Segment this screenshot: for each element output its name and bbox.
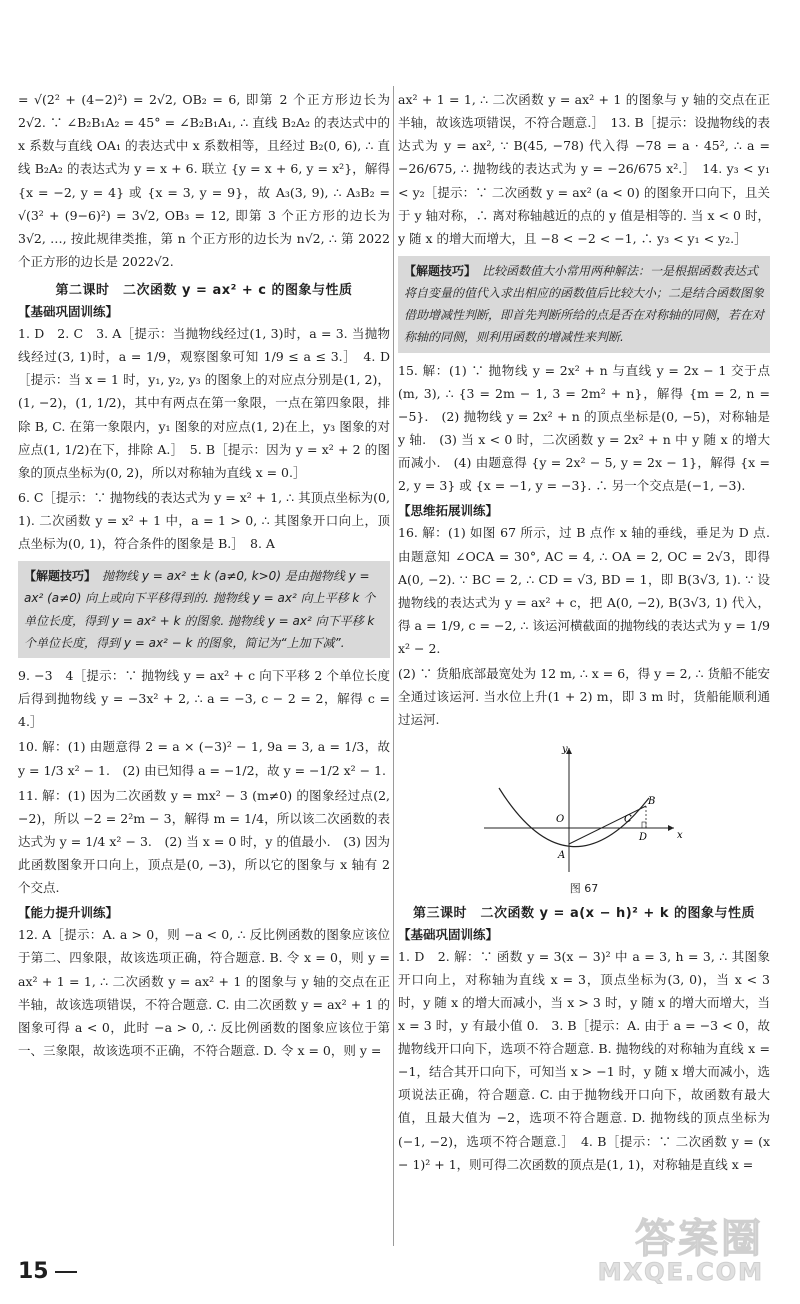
solution-paragraph: 1. D 2. C 3. A［提示：当抛物线经过(1, 3)时，a = 3. 当抛物线经过(3, 1)时，a = 1/9，观察图象可知 1/9 ≤ a ≤ 3.］ 4. D［提示：当 x = 1 时，y₁, y₂, y₃ 的图象上的对应点分别是(1, 2)，(1, −2)，(1, 1/2)，其中有两点在第一象限，一点在第四象限，排除 B, C. 在第一象限内，y₁ 图象的对应点(1, 2)在上，y₃ 图象的对应点(1, 1/2)在下，排除 A.］ 5. B［提示：因为 y = x² + 2 的图象的顶点坐标为(0, 2)，所以对称轴为直线 x = 0.］ xyxy=(18,326,390,480)
page-number-text: 15 xyxy=(18,1259,49,1284)
tip-box xyxy=(398,256,770,353)
page-number-dash xyxy=(55,1271,77,1273)
section-title: 【思维拓展训练】 xyxy=(398,503,499,519)
figure-caption: 图 67 xyxy=(569,881,599,895)
watermark-domain: MXQE.COM xyxy=(597,1258,764,1286)
solution-paragraph: 15. 解：(1) ∵ 抛物线 y = 2x² + n 与直线 y = 2x − 1 交于点(m, 3), ∴ {3 = 2m − 1, 3 = 2m² + n}，解得 {m = 2, n = −5}. (2) 抛物线 y = 2x² + n 的顶点坐标是(0, −5)，对称轴是 y 轴. (3) 当 x < 0 时，二次函数 y = 2x² + n 中 y 随 x 的增大而减小. (4) 由题意得 {y = 2x² − 5, y = 2x − 1}，解得 {x = 2, y = 3} 或 {x = −1, y = −3}. ∴ 另一个交点是(−1, −3). xyxy=(398,362,770,494)
page-number xyxy=(18,1259,77,1284)
label-a: A xyxy=(558,849,566,861)
label-b: B xyxy=(648,795,656,807)
watermark xyxy=(598,1207,764,1286)
solution-paragraph: 12. A［提示：A. a > 0，则 −a < 0, ∴ 反比例函数的图象应该位于第二、四象限，故该选项正确，符合题意. B. 令 x = 0，则 y = ax² + 1 = 1, ∴ 二次函数 y = ax² + 1 的图象与 y 轴的交点在正半轴，故该选项错误，不符合题意. C. 由二次函数 y = ax² + 1 的图象可得 a < 0，此时 −a > 0, ∴ 反比例函数的图象应该位于第一、三象限，故该选项不正确，不符合题意. D. 令 x = 0，则 y = xyxy=(18,927,390,1058)
lesson-heading: 第二课时 二次函数 y = ax² + c 的图象与性质 xyxy=(55,283,353,298)
lesson-heading: 第三课时 二次函数 y = a(x − h)² + k 的图象与性质 xyxy=(413,905,755,921)
column-divider xyxy=(393,86,394,1246)
section-title: 【基础巩固训练】 xyxy=(18,304,119,319)
solution-paragraph: ax² + 1 = 1, ∴ 二次函数 y = ax² + 1 的图象与 y 轴的交点在正半轴，故该选项错误，不符合题意.］ 13. B［提示：设抛物线的表达式为 y = ax², ∵ B(45, −78) 代入得 −78 = a · 45², ∴ a = −26/675, ∴ 抛物线的表达式为 y = −26/675 x².］ 14. y₃ < y₁ < y₂［提示：∵ 二次函数 y = ax² (a < 0) 的图象开口向下，且关于 y 轴对称，∴ 离对称轴越近的点的 y 值是相等的. 当 x < 0 时，y 随 x 的增大而增大，且 −8 < −2 < −1, ∴ y₃ < y₁ < y₂.］ xyxy=(398,92,770,246)
label-o: O xyxy=(556,813,565,825)
section-title: 【基础巩固训练】 xyxy=(398,926,499,942)
tip-label: 【解题技巧】 xyxy=(24,569,97,584)
solution-paragraph: 11. 解：(1) 因为二次函数 y = mx² − 3 (m≠0) 的图象经过点(2, −2)，所以 −2 = 2²m − 3，解得 m = 1/4，所以该二次函数的表达式为 y = 1/4 x² − 3. (2) 当 x = 0 时，y 的值最小. (3) 因为此函数图象开口向上，顶点是(0, −3)，所以它的图象与 x 轴有 2 个交点. xyxy=(18,787,390,896)
figure-67 xyxy=(398,740,770,896)
left-column xyxy=(18,88,390,1244)
label-d: D xyxy=(639,831,648,843)
x-axis-arrow xyxy=(668,825,674,831)
label-c: C xyxy=(624,813,632,825)
tip-label: 【解题技巧】 xyxy=(404,263,477,278)
right-angle-mark xyxy=(642,822,646,828)
solution-paragraph: 10. 解：(1) 由题意得 2 = a × (−3)² − 1, 9a = 3, a = 1/3，故 y = 1/3 x² − 1. (2) 由已知得 a = −1/2，故 y = −1/2 x² − 1. xyxy=(18,739,390,778)
solution-paragraph: 16. 解：(1) 如图 67 所示，过 B 点作 x 轴的垂线，垂足为 D 点. 由题意知 ∠OCA = 30°, AC = 4, ∴ OA = 2, OC = 2√3，即得 A(0, −2). ∵ BC = 2, ∴ CD = √3, BD = 1，即 B(3√3, 1). ∵ 设抛物线的表达式为 y = ax² + c，把 A(0, −2), B(3√3, 1) 代入，得 a = 1/9, c = −2, ∴ 该运河横截面的抛物线的表达式为 y = 1/9 x² − 2. xyxy=(398,525,770,656)
solution-paragraph: 9. −3 4［提示：∵ 抛物线 y = ax² + c 向下平移 2 个单位长度后得到抛物线 y = −3x² + 2, ∴ a = −3, c − 2 = 2，解得 c = 4.］ xyxy=(18,668,390,730)
watermark-logo-text: 答案圈 xyxy=(635,1216,764,1262)
section-title: 【能力提升训练】 xyxy=(18,905,119,921)
segment-ab xyxy=(569,806,646,844)
tip-text: 抛物线 y = ax² ± k (a≠0, k>0) 是由抛物线 y = ax² (a≠0) 向上或向下平移得到的. 抛物线 y = ax² 向上平移 k 个单位长度，得到 y = ax² + k 的图象. 抛物线 y = ax² 向下平移 k 个单位长度，得到 y = ax² − k 的图象，简记为“上加下减”. xyxy=(24,569,376,650)
solution-paragraph: 6. C［提示：∵ 抛物线的表达式为 y = x² + 1, ∴ 其顶点坐标为(0, 1). 二次函数 y = x² + 1 中，a = 1 > 0, ∴ 其图象开口向上，顶点坐标为(0, 1)，符合条件的图象是 B.］ 8. A xyxy=(18,489,390,552)
solution-paragraph: (2) ∵ 货船底部最宽处为 12 m, ∴ x = 6，得 y = 2, ∴ 货船不能安全通过该运河. 当水位上升(1 + 2) m，即 3 m 时，货船能顺利通过运河. xyxy=(398,666,770,728)
label-y: y xyxy=(562,743,568,755)
label-x: x xyxy=(677,829,683,841)
tip-box xyxy=(18,561,390,658)
solution-paragraph: = √(2² + (4−2)²) = 2√2, OB₂ = 6, 即第 2 个正方形边长为 2√2. ∵ ∠B₂B₁A₂ = 45° = ∠B₂B₁A₁, ∴ 直线 B₂A₂ 的表达式中的 x 系数与直线 OA₁ 的表达式中 x 系数相等，且经过 B₂(0, 6), ∴ 直线 B₂A₂ 的表达式为 y = x + 6. 联立 {y = x + 6, y = x²}，解得 {x = −2, y = 4} 或 {x = 3, y = 9}，故 A₃(3, 9), ∴ A₃B₂ = √(3² + (9−6)²) = 3√2, OB₃ = 12, 即第 3 个正方形的边长为 3√2, …, 按此规律类推，第 n 个正方形的边长为 n√2, ∴ 第 2022 个正方形的边长是 2022√2. xyxy=(18,92,390,269)
parabola-diagram xyxy=(474,740,694,880)
solution-paragraph: 1. D 2. 解：∵ 函数 y = 3(x − 3)² 中 a = 3, h = 3, ∴ 其图象开口向上，对称轴为直线 x = 3，顶点坐标为(3, 0)，当 x < 3 时，y 随 x 的增大而减小，当 x > 3 时，y 随 x 的增大而增大，当 x = 3 时，y 有最小值 0. 3. B［提示：A. 由于 a = −3 < 0，故抛物线开口向下，选项不符合题意. B. 抛物线的对称轴为直线 x = −1，结合其开口向下，可知当 x > −1 时，y 随 x 增大而减小，选项说法正确，符合题意. C. 由于抛物线开口向下，故函数有最大值，且最大值为 −2，选项不符合题意. D. 抛物线的顶点坐标为(−1, −2)，选项不符合题意.］ 4. B［提示：∵ 二次函数 y = (x − 1)² + 1，则可得二次函数的顶点是(1, 1)，对称轴是直线 x = xyxy=(398,948,770,1172)
right-column xyxy=(398,88,770,1244)
tip-text: 比较函数值大小常用两种解法：一是根据函数表达式将自变量的值代入求出相应的函数值后比较大小；二是结合函数图象借助增减性判断，即首先判断所给的点是否在对称轴的同侧，若在对称轴的同侧，则利用函数的增减性来判断. xyxy=(404,263,765,345)
